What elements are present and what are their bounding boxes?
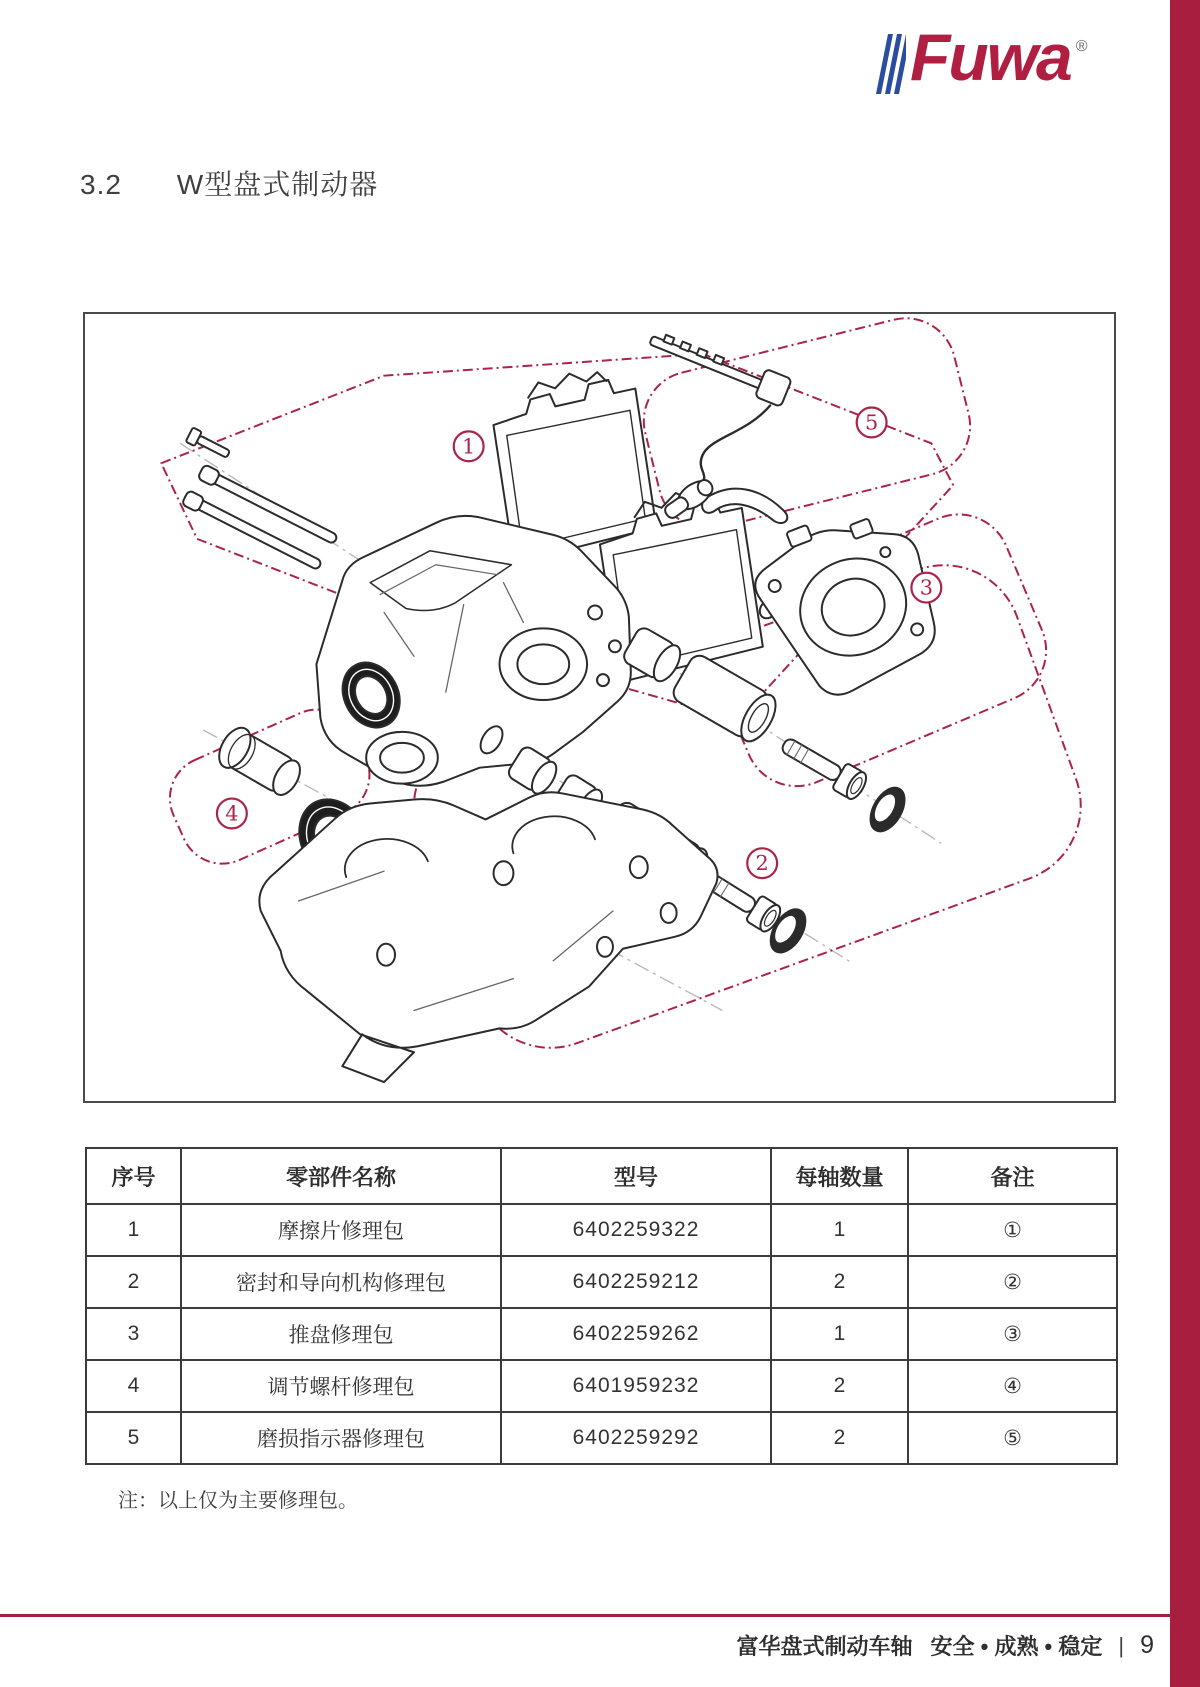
footer-slogan: 安全 • 成熟 • 稳定 [930, 1634, 1103, 1659]
svg-text:1: 1 [462, 434, 476, 459]
footer-separator: | [1118, 1632, 1125, 1658]
parts-table [85, 1147, 1118, 1465]
cell-remark: ④ [908, 1360, 1117, 1412]
cell-no: 3 [86, 1308, 181, 1360]
cell-qty: 2 [771, 1256, 908, 1308]
end-cap [864, 782, 912, 837]
table-row [86, 1308, 1117, 1360]
table-header-row [86, 1148, 1117, 1204]
cell-remark: ① [908, 1204, 1117, 1256]
guide-sleeve [670, 652, 783, 747]
cell-name: 调节螺杆修理包 [181, 1360, 501, 1412]
cell-model: 6402259212 [501, 1256, 771, 1308]
registered-mark: ® [1075, 38, 1088, 55]
cell-no: 2 [86, 1256, 181, 1308]
exploded-diagram [85, 314, 1114, 1101]
page-number: 9 [1140, 1631, 1154, 1659]
logo-wordmark: Fuwa [910, 20, 1071, 94]
callout-2 [747, 848, 777, 878]
col-header-model: 型号 [501, 1148, 771, 1204]
adjuster-bushing [213, 722, 307, 802]
cell-model: 6402259262 [501, 1308, 771, 1360]
cell-name: 磨损指示器修理包 [181, 1412, 501, 1464]
caliper-body [316, 516, 630, 786]
table-note: 注：以上仅为主要修理包。 [118, 1490, 358, 1512]
footer [737, 1630, 1155, 1661]
callout-4 [217, 799, 247, 829]
svg-text:2: 2 [755, 851, 769, 876]
section-heading [80, 163, 378, 203]
col-header-remark: 备注 [908, 1148, 1117, 1204]
logo-stripes-icon [876, 34, 906, 96]
cell-name: 摩擦片修理包 [181, 1204, 501, 1256]
table-row [86, 1256, 1117, 1308]
cell-remark: ② [908, 1256, 1117, 1308]
cell-remark: ③ [908, 1308, 1117, 1360]
page-edge-bar [1170, 0, 1200, 1687]
table-row [86, 1360, 1117, 1412]
footer-rule [0, 1614, 1200, 1617]
cell-model: 6402259322 [501, 1204, 771, 1256]
svg-text:3: 3 [919, 575, 933, 600]
svg-text:4: 4 [225, 801, 239, 826]
section-number: 3.2 [80, 169, 122, 200]
table-row [86, 1412, 1117, 1464]
cell-model: 6401959232 [501, 1360, 771, 1412]
carrier-bracket [259, 792, 717, 1082]
callout-5 [857, 408, 887, 438]
callout-3 [911, 573, 941, 603]
diagram-frame [83, 312, 1116, 1103]
footer-product-name: 富华盘式制动车轴 [736, 1634, 913, 1659]
cell-name: 密封和导向机构修理包 [181, 1256, 501, 1308]
cell-qty: 2 [771, 1360, 908, 1412]
cell-qty: 1 [771, 1204, 908, 1256]
col-header-qty: 每轴数量 [771, 1148, 908, 1204]
cell-qty: 1 [771, 1308, 908, 1360]
col-header-name: 零部件名称 [181, 1148, 501, 1204]
cell-no: 1 [86, 1204, 181, 1256]
cell-no: 4 [86, 1360, 181, 1412]
cell-remark: ⑤ [908, 1412, 1117, 1464]
callout-1 [454, 431, 484, 461]
svg-text:5: 5 [864, 410, 879, 435]
section-title: W型盘式制动器 [176, 169, 379, 200]
pin-bolt [186, 427, 232, 461]
col-header-no: 序号 [86, 1148, 181, 1204]
cell-no: 5 [86, 1412, 181, 1464]
cell-model: 6402259292 [501, 1412, 771, 1464]
fuwa-logo [876, 20, 1088, 96]
cell-name: 推盘修理包 [181, 1308, 501, 1360]
cell-qty: 2 [771, 1412, 908, 1464]
table-row [86, 1204, 1117, 1256]
